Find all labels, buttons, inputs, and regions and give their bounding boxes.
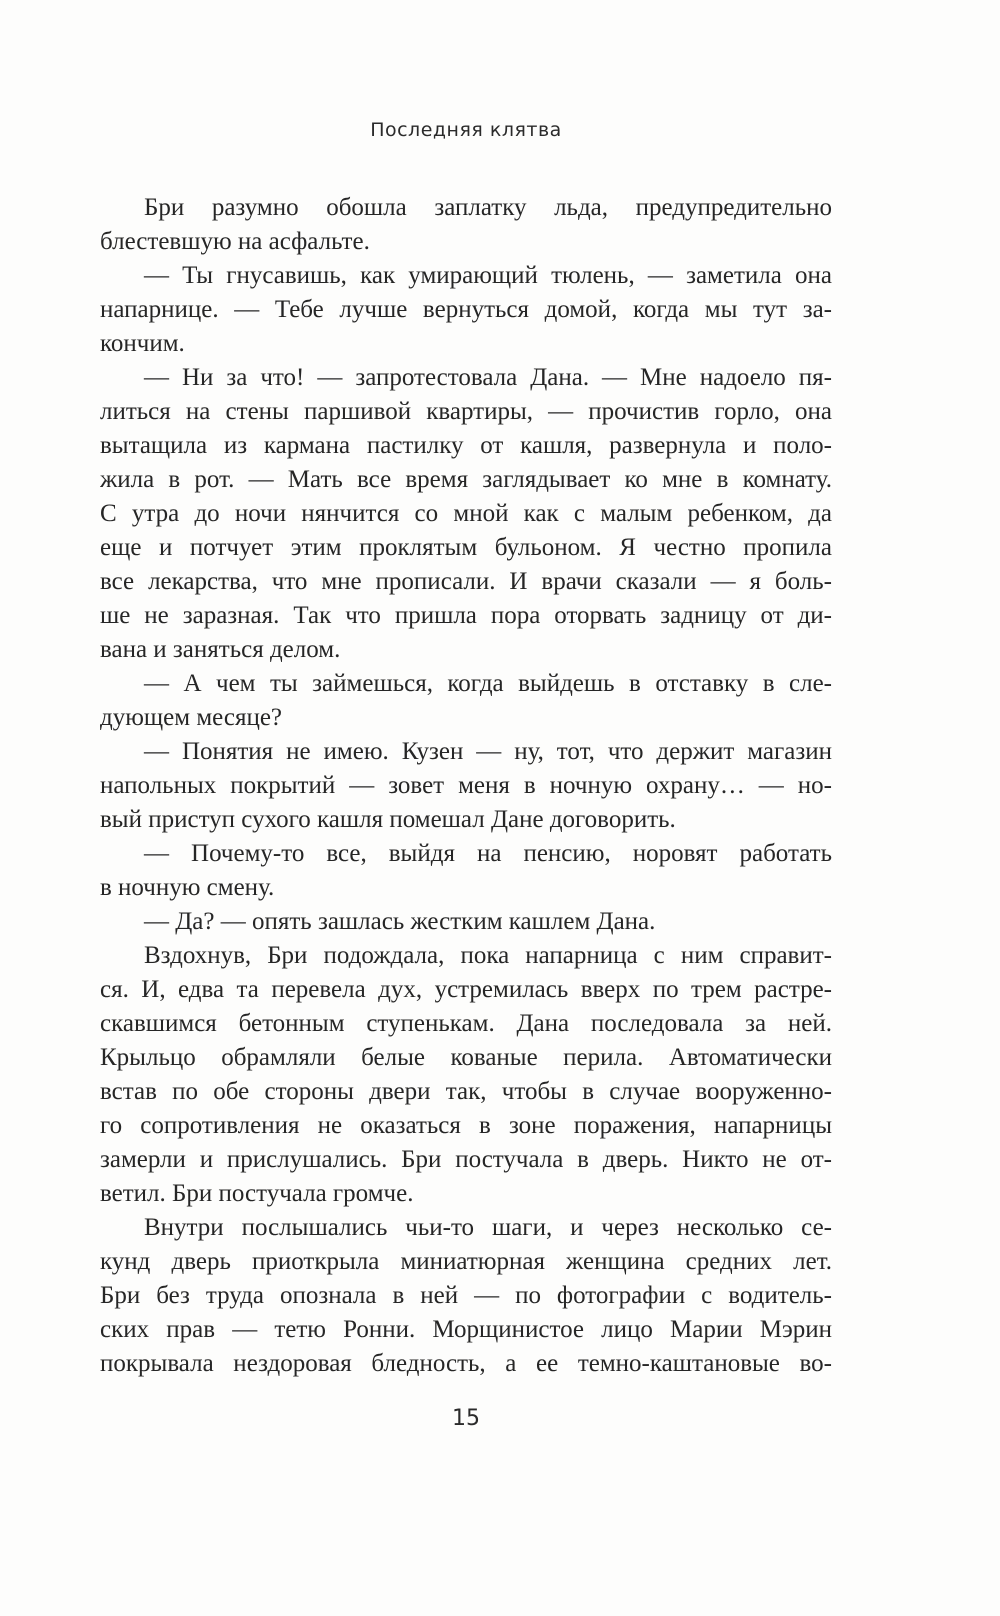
text-line: Вздохнув, Бри подождала, пока напарница с ним справит- [144, 942, 832, 969]
text-line: ветил. Бри постучала громче. [100, 1180, 414, 1207]
text-line: — Почему-то все, выйдя на пенсию, норовят работать [144, 840, 832, 867]
text-line: вытащила из кармана пастилку от кашля, развернула и поло- [100, 432, 832, 459]
text-line: покрывала нездоровая бледность, а ее темно-каштановые во- [100, 1350, 832, 1377]
text-line: Крыльцо обрамляли белые кованые перила. Автоматически [100, 1044, 832, 1071]
paragraph [100, 361, 832, 667]
text-line: ских прав — тетю Ронни. Морщинистое лицо Марии Мэрин [100, 1316, 832, 1343]
text-line: кончим. [100, 330, 185, 357]
paragraph [100, 191, 832, 259]
text-line: замерли и прислушались. Бри постучала в дверь. Никто не от- [100, 1146, 832, 1173]
text-line: вый приступ сухого кашля помешал Дане договорить. [100, 806, 676, 833]
text-line: — Ты гнусавишь, как умирающий тюлень, — заметила она [144, 262, 832, 289]
text-line: дующем месяце? [100, 704, 283, 731]
paragraph [100, 259, 832, 361]
text-line: кунд дверь приоткрыла миниатюрная женщина средних лет. [100, 1248, 832, 1275]
paragraph [100, 667, 832, 735]
paragraph [100, 905, 832, 939]
text-line: литься на стены паршивой квартиры, — прочистив горло, она [100, 398, 832, 425]
text-line: напарнице. — Тебе лучше вернуться домой, когда мы тут за- [100, 296, 832, 323]
text-line: — Понятия не имею. Кузен — ну, тот, что держит магазин [144, 738, 832, 765]
text-line: ше не заразная. Так что пришла пора оторвать задницу от ди- [100, 602, 832, 629]
running-header: Последняя клятва [370, 119, 562, 141]
text-line: Бри разумно обошла заплатку льда, предупредительно [144, 194, 832, 221]
text-line: Внутри послышались чьи-то шаги, и через несколько се- [144, 1214, 832, 1241]
page-number: 15 [452, 1406, 480, 1431]
text-line: — Да? — опять зашлась жестким кашлем Дана. [144, 908, 656, 935]
text-line: в ночную смену. [100, 874, 275, 901]
paragraph [100, 1211, 832, 1381]
text-line: — Ни за что! — запротестовала Дана. — Мне надоело пя- [144, 364, 832, 391]
text-line: вана и заняться делом. [100, 636, 341, 663]
text-line: С утра до ночи нянчится со мной как с малым ребенком, да [100, 500, 832, 527]
text-line: — А чем ты займешься, когда выйдешь в отставку в сле- [144, 670, 832, 697]
text-line: напольных покрытий — зовет меня в ночную охрану… — но- [100, 772, 832, 799]
text-line: блестевшую на асфальте. [100, 228, 370, 255]
text-line: все лекарства, что мне прописали. И врачи сказали — я боль- [100, 568, 832, 595]
text-line: жила в рот. — Мать все время заглядывает ко мне в комнату. [100, 466, 832, 493]
text-line: встав по обе стороны двери так, чтобы в случае вооруженно- [100, 1078, 832, 1105]
body-text [100, 191, 832, 1381]
text-line: ся. И, едва та перевела дух, устремилась вверх по трем растре- [100, 976, 832, 1003]
text-line: Бри без труда опознала в ней — по фотографии с водитель- [100, 1282, 832, 1309]
text-line: еще и потчует этим проклятым бульоном. Я честно пропила [100, 534, 832, 561]
paragraph [100, 735, 832, 837]
paragraph [100, 837, 832, 905]
paragraph [100, 939, 832, 1211]
text-line: скавшимся бетонным ступенькам. Дана последовала за ней. [100, 1010, 832, 1037]
text-line: го сопротивления не оказаться в зоне поражения, напарницы [100, 1112, 832, 1139]
